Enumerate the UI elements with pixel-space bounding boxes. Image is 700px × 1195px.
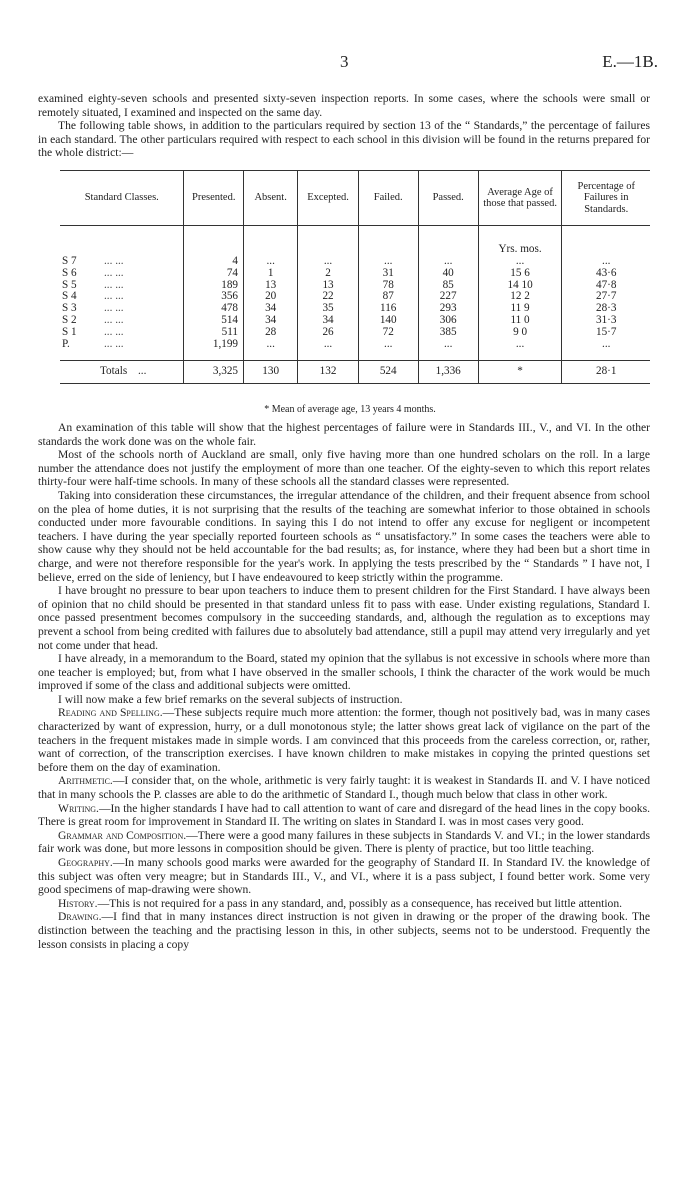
standard-class-name: S 4 [62,290,77,303]
paragraph-text: An examination of this table will show that the highest percentages of failure were in Standards III., V., and VI. In the other standards the work done was on the whole fair. [38,421,650,448]
body-paragraph [38,421,650,448]
standard-class-name: S 6 [62,266,77,279]
paragraph-text: —There were a good many failures in these subjects in Standards V. and VI.; in the lower standards fair work was done, but more lessons in composition should be given. There is plenty of practice, but too little teaching. [38,828,650,856]
standard-class-name: P. [62,337,70,350]
cell-excepted: 35 [298,303,358,315]
table-row [60,280,650,292]
subject-paragraph [38,897,650,911]
totals-absent: 130 [244,361,298,384]
intro-paragraph: examined eighty-seven schools and presented sixty-seven inspection reports. In some cases, where the schools were small or remotely situated, I examined and inspected on the same day. [38,92,650,119]
table-row [60,327,650,339]
cell-excepted: ... [298,339,358,351]
col-header-standard-classes: Standard Classes. [60,171,184,226]
cell-passed: 293 [418,303,478,315]
paragraph-text: I have brought no pressure to bear upon teachers to induce them to present children for the First Standard. I have always been of opinion that no child should be presented in that standard unless fit to pass with ease. Under existing regulations, Standard I. once passed presentment becomes compulsory in the succeeding standards, and, although the regulation as to exceptions may prevent a school from being credited with failures due to absolutely bad attendance, still a pupil may attend very irregularly and yet not come under that head. [38,584,650,652]
cell-presented: 514 [184,315,244,327]
cell-failed: ... [358,256,418,268]
cell-absent: 20 [244,291,298,303]
row-leader-dots: ... ... [104,290,124,303]
age-unit-row [60,236,650,256]
subject-heading: Arithmetic. [58,774,113,788]
page-header [0,52,700,74]
totals-leader: ... [137,365,147,378]
totals-excepted: 132 [298,361,358,384]
subject-paragraph [38,774,650,801]
cell-failed: 140 [358,315,418,327]
cell-excepted: 34 [298,315,358,327]
table-row [60,291,650,303]
standards-table [60,170,650,384]
cell-presented: 1,199 [184,339,244,351]
cell-absent: 34 [244,303,298,315]
intro-paragraph: The following table shows, in addition to the particulars required by section 13 of the “ Standards,” the percentage of failures in each standard. The other particulars required with respect to each school in this division will be found in the returns prepared for the whole district:— [38,119,650,160]
col-header-percentage-failures: Percentage of Failures in Standards. [562,171,650,226]
cell-pct: ... [562,339,650,351]
col-header-excepted: Excepted. [298,171,358,226]
row-leader-dots: ... ... [104,302,124,315]
paragraph-text: —These subjects require much more attention: the former, though not positively bad, was in many cases characterized by want of expression, hurry, or a dull monotonous style; the latter shows great lack of vigilance on the part of the teachers in the frequent mistakes made in simple words. I am convinced that this proceeds from the careless correction, or, rather, want of correction, of the transcription exercises. I have known children to make mistakes in copying the printed questions set before them on the day of examination. [38,706,650,774]
standard-class-cell [60,327,184,339]
cell-age: 11 0 [478,315,562,327]
subject-heading: Drawing. [58,910,102,924]
cell-excepted: 22 [298,291,358,303]
age-unit-label: Yrs. mos. [478,236,562,256]
cell-presented: 189 [184,280,244,292]
totals-age: * [478,361,562,384]
cell-pct: 31·3 [562,315,650,327]
subject-paragraph [38,829,650,856]
table-row [60,339,650,351]
cell-pct: 27·7 [562,291,650,303]
cell-pct: 43·6 [562,268,650,280]
cell-passed: 40 [418,268,478,280]
row-leader-dots: ... ... [104,337,124,350]
document-reference: E.—1B. [602,52,658,71]
subject-paragraph [38,802,650,829]
subject-heading: Reading and Spelling. [58,706,163,720]
cell-presented: 478 [184,303,244,315]
table-row [60,256,650,268]
cell-failed: 31 [358,268,418,280]
standard-class-name: S 2 [62,313,77,326]
cell-presented: 74 [184,268,244,280]
totals-failed: 524 [358,361,418,384]
cell-passed: 85 [418,280,478,292]
standard-class-name: S 1 [62,325,77,338]
subject-heading: Grammar and Composition. [58,828,187,842]
paragraph-text: —This is not required for a pass in any standard, and, possibly as a consequence, has received but little attention. [97,896,623,910]
paragraph-text: —In many schools good marks were awarded for the geography of Standard II. In Standard IV. the knowledge of this subject was often very meagre; but in Standards III., V., and VI., where it is a pass subject, I found better work. Some very good specimens of map-drawing were shown. [38,856,650,897]
cell-age: 11 9 [478,303,562,315]
subject-heading: History. [58,896,98,910]
cell-age: ... [478,339,562,351]
paragraph-text: —I consider that, on the whole, arithmetic is very fairly taught: it is weakest in Standards II. and V. I have noticed that in many schools the P. classes are able to do the arithmetic of Standard I., though much below that class in other work. [38,774,650,802]
cell-pct: ... [562,256,650,268]
paragraph-text: I will now make a few brief remarks on the several subjects of instruction. [58,692,403,706]
table-header-row [60,171,650,226]
intro-text [38,92,650,160]
body-paragraph [38,693,650,707]
body-paragraph [38,448,650,489]
cell-excepted: ... [298,256,358,268]
cell-passed: ... [418,256,478,268]
row-leader-dots: ... ... [104,266,124,279]
subject-paragraph [38,856,650,897]
cell-failed: 87 [358,291,418,303]
standard-class-cell [60,268,184,280]
cell-age: 9 0 [478,327,562,339]
body-paragraph [38,652,650,693]
row-leader-dots: ... ... [104,313,124,326]
cell-presented: 4 [184,256,244,268]
row-leader-dots: ... ... [104,325,124,338]
paragraph-text: Most of the schools north of Auckland are small, only five having more than one hundred scholars on the roll. In a large number the attendance does not justify the employment of more than one teacher. Of the eighty-seven to which this report relates thirty-four were half-time schools. In many of these schools all the standard classes were represented. [38,448,650,489]
cell-failed: 78 [358,280,418,292]
cell-absent: 28 [244,327,298,339]
cell-age: ... [478,256,562,268]
totals-label: Totals [100,365,128,378]
totals-presented: 3,325 [184,361,244,384]
table-footnote: * Mean of average age, 13 years 4 months. [264,404,436,415]
totals-percentage: 28·1 [562,361,650,384]
cell-age: 14 10 [478,280,562,292]
subject-heading: Writing. [58,801,99,815]
cell-excepted: 13 [298,280,358,292]
subject-paragraph [38,706,650,774]
paragraph-text: —I find that in many instances direct instruction is not given in drawing or the proper of the drawing book. The distinction between the teaching and the practising lesson in this, in other subjects, seems not to be understood. Frequently the lesson consists in placing a copy [38,910,650,951]
standard-class-name: S 5 [62,278,77,291]
cell-presented: 511 [184,327,244,339]
standard-class-name: S 3 [62,302,77,315]
cell-age: 12 2 [478,291,562,303]
table-row [60,315,650,327]
cell-pct: 28·3 [562,303,650,315]
cell-excepted: 26 [298,327,358,339]
cell-presented: 356 [184,291,244,303]
col-header-presented: Presented. [184,171,244,226]
totals-passed: 1,336 [418,361,478,384]
paragraph-text: Taking into consideration these circumstances, the irregular attendance of the children, and their frequent absence from school on the plea of home duties, it is not surprising that the results of the teaching are somewhat inferior to those obtained in schools conducted under more favourable conditions. In saying this I do not intend to offer any excuse for negligent or incompetent teachers. I have during the year specially reported fourteen schools as “ unsatisfactory.” In some cases the teachers were able to show cause why they should not be held accountable for the bad results; as, for instance, where they had been but a short time in charge, and were not therefore responsible for the year's work. In applying the tests prescribed by the “ Standards ” I have not, I believe, erred on the side of leniency, but I have endeavoured to keep strictly within the programme. [38,488,650,584]
cell-passed: 227 [418,291,478,303]
cell-absent: ... [244,256,298,268]
cell-absent: 13 [244,280,298,292]
col-header-passed: Passed. [418,171,478,226]
col-header-average-age: Average Age of those that passed. [478,171,562,226]
col-header-absent: Absent. [244,171,298,226]
cell-age: 15 6 [478,268,562,280]
cell-absent: 34 [244,315,298,327]
cell-absent: 1 [244,268,298,280]
paragraph-text: I have already, in a memorandum to the Board, stated my opinion that the syllabus is not excessive in schools where more than one teacher is employed; but, from what I have observed in the smaller schools, I think the character of the work would be much improved if some of the class and additional subjects were omitted. [38,652,650,693]
standard-class-cell [60,315,184,327]
cell-passed: 385 [418,327,478,339]
table-row [60,268,650,280]
cell-pct: 47·8 [562,280,650,292]
report-body [38,421,650,951]
subject-paragraph [38,910,650,951]
page-number: 3 [340,52,349,71]
cell-failed: ... [358,339,418,351]
cell-pct: 15·7 [562,327,650,339]
paragraph-text: —In the higher standards I have had to call attention to want of care and disregard of the head lines in the copy books. There is great room for improvement in Standard II. The writing on slates in Standard I. was in most cases very good. [38,801,650,829]
standard-class-cell [60,339,184,351]
cell-passed: ... [418,339,478,351]
standard-class-name: S 7 [62,255,77,267]
table-row [60,303,650,315]
cell-failed: 116 [358,303,418,315]
cell-failed: 72 [358,327,418,339]
subject-heading: Geography. [58,856,113,869]
row-leader-dots: ... ... [104,255,124,267]
cell-excepted: 2 [298,268,358,280]
body-paragraph [38,489,650,584]
cell-passed: 306 [418,315,478,327]
body-paragraph [38,584,650,652]
col-header-failed: Failed. [358,171,418,226]
row-leader-dots: ... ... [104,278,124,291]
cell-absent: ... [244,339,298,351]
totals-row [60,361,650,384]
